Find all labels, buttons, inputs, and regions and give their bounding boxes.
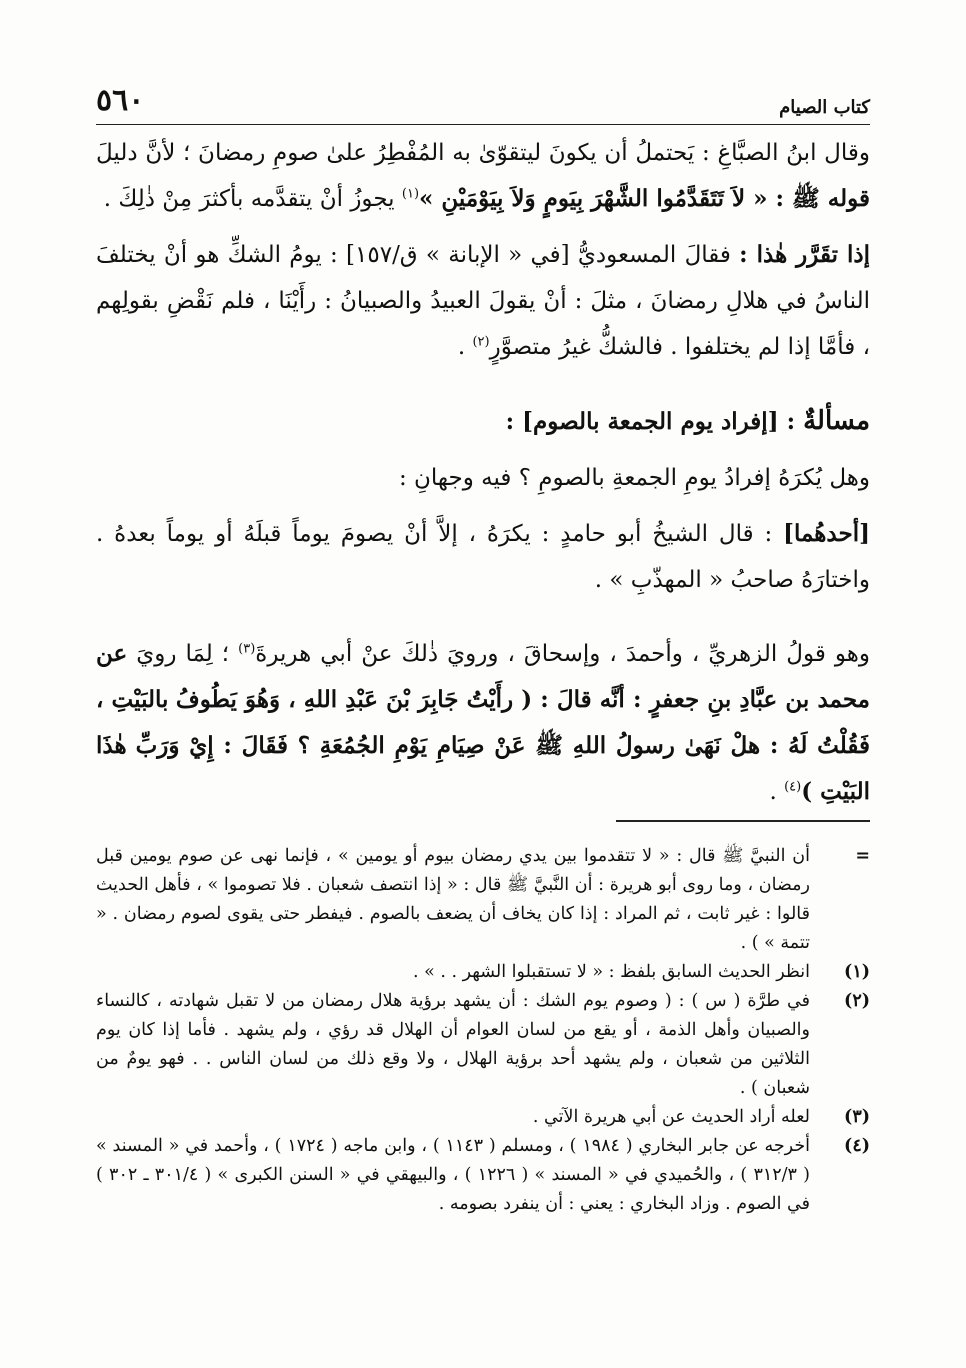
footnote-ref: (٤)	[784, 779, 802, 795]
paragraph-hadith: وهو قولُ الزهريِّ ، وأحمدَ ، وإسحاقَ ، ورويَ ذٰلكَ عنْ أبي هريرةَ$^{(٣)}$ ؛ لِمَا رويَ عن محمد بن عبَّادِ بنِ جعفرٍ : أنَّه قالَ : ( رأَيْتُ جَابِرَ بْنَ عَبْدِ اللهِ ، وَهُوَ يَطُوفُ بالبَيْتِ ، فَقُلْتُ لَهُ : هلْ نَهَىٰ رسولُ اللهِ ﷺ عَنْ صِيَامِ يَوْمِ الجُمُعَةِ ؟ فَقَالَ : إِيْ وَرَبِّ هٰذَا البَيْتِ )$^{(٤)}$ .	[96, 640, 870, 805]
paragraph-masudi: إذا تقَرَّر هٰذا : فقالَ المسعوديُّ [في « الإبانة » ق/١٥٧] : يومُ الشكِّ هو أنْ يختلفَ الناسُ في هلالِ رمضانَ ، مثلَ : أنْ يقولَ العبيدُ والصبيانُ : رأَيْنَا ، فلم نَقْضِ بقولِهم ، فأمَّا إذا لم يختلفوا . فالشكُّ غيرُ متصوَّرٍ$^{(٢)}$ .	[96, 241, 870, 360]
text-line: الناسُ في هلالِ رمضانَ ، مثلَ : أنْ يقولَ العبيدُ والصبيانُ : رأَيْنَا ، فلم نَقْضِ بقولِهم ،	[96, 288, 870, 360]
footnote-ref: (٢)	[472, 334, 490, 350]
text-line: وهو قولُ الزهريِّ ، وأحمدَ ، وإسحاقَ ، ورويَ ذٰلكَ عنْ أبي هريرةَ	[255, 641, 870, 667]
footnote-divider	[616, 820, 870, 822]
page-header	[96, 80, 870, 125]
text-line: بالبَيْتِ ، فَقُلْتُ لَهُ : هلْ نَهَىٰ رسولُ اللهِ ﷺ عَنْ صِيَامِ يَوْمِ الجُمُعَةِ ؟ فَقَالَ : إِيْ وَرَبِّ	[96, 686, 870, 759]
text-line: قوله ﷺ : « لاَ تَتَقَدَّمُوا الشَّهْرَ بِيَومٍ وَلاَ بِيَوْمَيْنِ »	[419, 185, 870, 212]
footnote-2: (٢) في طرَّة ( س ) : ( وصوم يوم الشك : أن يشهد برؤية هلال رمضان من لا تقبل شهادته ، كالنساء والصبيان وأهل الذمة ، أو يقع من لسان العوام أن الهلال قد رؤي ، ولم يشهد . فأما إذا كان يوم الثلاثين من شعبان ، ولم يشهد أحد برؤية الهلال ، ولا وقع ذلك من لسان الناس . . فهو يومٌ من شعبان ) .	[96, 991, 870, 1098]
footnote-continuation: = أن النبيَّ ﷺ قال : « لا تتقدموا بين يدي رمضان بيوم أو يومين » ، فإنما نهى عن صوم يومين قبل رمضان ، وما روى أبو هريرة : أن النَّبيَّ ﷺ قال : « إذا انتصف شعبان . فلا تصوموا » ، فأهل الحديث قالوا : غير ثابت ، ثم المراد : إذا كان يخاف أن يضعف بالصوم . فيفطر حتى يقوى لصوم رمضان . « تتمة » ) .	[96, 842, 870, 958]
paragraph-first-view	[96, 511, 870, 603]
masala-title: : [إفراد يوم الجمعة بالصوم] :	[505, 408, 804, 435]
footnote-1: (١) انظر الحديث السابق بلفظ : « لا تستقبلوا الشهر . . » .	[412, 962, 870, 982]
footnote-4: (٤) أخرجه عن جابر البخاري ( ١٩٨٤ ) ، ومسلم ( ١١٤٣ ) ، وابن ماجه ( ١٧٢٤ ) ، وأحمد في « المسند » ( ٣١٢/٣ ) ، والحُميدي في « المسند » ( ١٢٢٦ ) ، والبيهقي في « السنن الكبرى » ( ٣٠١/٤ ـ ٣٠٢ ) في الصوم . وزاد البخاري : يعني : أن ينفرد بصومه .	[96, 1136, 870, 1214]
continuation-marker: =	[855, 846, 870, 866]
paragraph-sabbagh	[96, 130, 870, 222]
footnote-ref: (٣)	[238, 641, 256, 657]
footnote-3: (٣) لعله أراد الحديث عن أبي هريرة الآتي .	[532, 1107, 870, 1127]
text-line: يجوزُ أنْ يتقدَّمه بأكثرَ مِنْ ذٰلِكَ .	[103, 186, 402, 212]
text-line: عن محمد بن عبَّادِ بنِ جعفرٍ : أنَّه قالَ : ( رأَيْتُ جَابِرَ بْنَ عَبْدِ اللهِ ، وَهُوَ يَطُوفُ	[96, 640, 870, 713]
text-line: : قال الشيخُ أبو حامدٍ : يكرَهُ ، إلاَّ أنْ يصومَ يوماً قبلَهُ أو يوماً بعدهُ .	[96, 521, 784, 547]
text-line: واختارَهُ صاحبُ « المهذّبِ » .	[594, 567, 870, 593]
book-title: كتاب الصيام	[779, 97, 870, 118]
main-text	[96, 130, 870, 815]
text-line: فأمَّا إذا لم يختلفوا . فالشكُّ غيرُ متصوَّرٍ	[489, 334, 856, 360]
question-line: وهل يُكرَهُ إفرادُ يومِ الجمعةِ بالصومِ ؟ فيه وجهانِ :	[398, 465, 870, 491]
footnotes	[96, 842, 870, 1219]
text-line: فقالَ المسعوديُّ [في « الإبانة » ق/١٥٧] : يومُ الشكِّ هو أنْ يختلفَ	[96, 242, 740, 268]
text-line: وقال ابنُ الصبَّاغِ : يَحتملُ أن يكونَ ليتقوّىٰ به المُفْطِرُ علىٰ صومِ رمضانَ ؛ لأنَّ دليلَ	[96, 140, 870, 166]
lead-phrase: إذا تقَرَّر هٰذا :	[739, 241, 870, 268]
masala-label: مسألةٌ	[803, 406, 870, 436]
page-number: ٥٦٠	[96, 83, 145, 118]
masala-heading	[96, 398, 870, 445]
footnote-ref: (١)	[401, 186, 420, 202]
text-line: هٰذَا البَيْتِ )	[96, 732, 870, 805]
first-label: [أحدهُما]	[783, 520, 870, 547]
